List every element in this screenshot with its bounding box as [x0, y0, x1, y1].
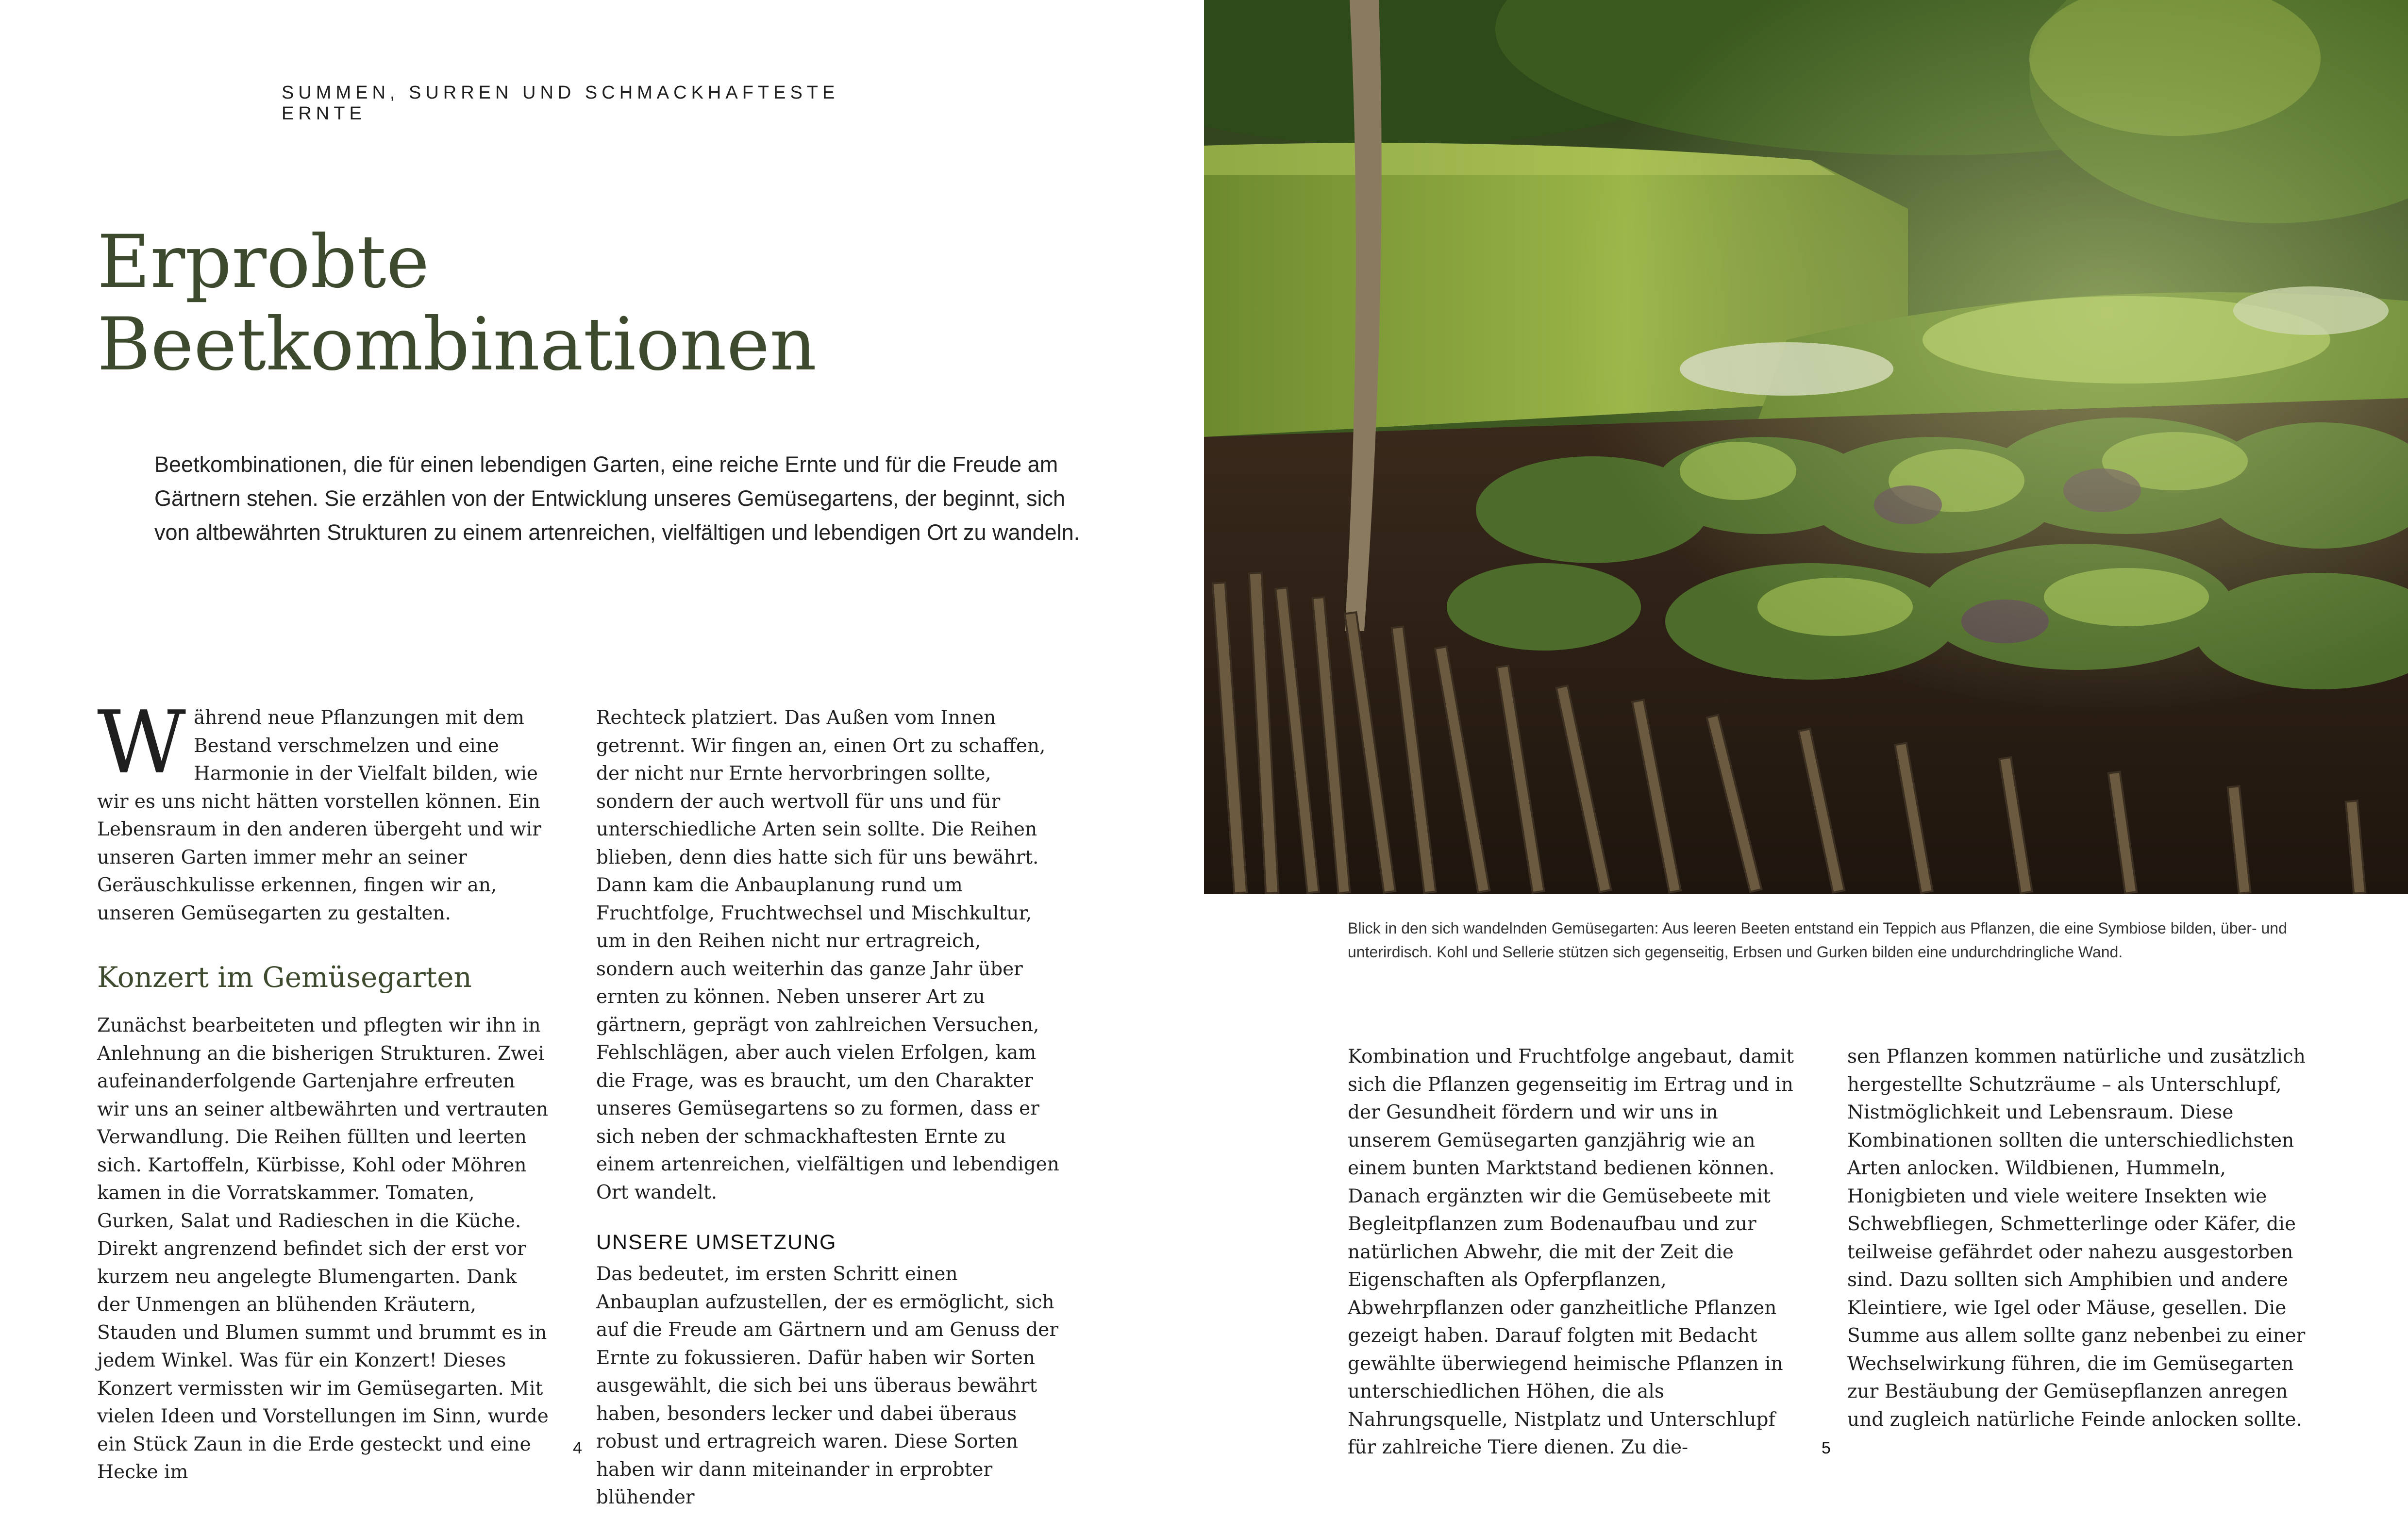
page-number-left: 4: [573, 1439, 582, 1457]
garden-photo: [1204, 0, 2408, 894]
text-column-4: [1847, 1043, 2313, 1434]
body-paragraph: Zunächst bearbeiteten und pflegten wir ihn in Anlehnung an die bisherigen Strukturen. Zwei aufeinanderfolgende Gartenjahre erfreuten wir uns an seiner altbewährten und vertrauten Verwandlung. Die Reihen füllten und leerten sich. Kartoffeln, Kürbisse, Kohl oder Möhren kamen in die Vorratskammer. Tomaten, Gurken, Salat und Radieschen in die Küche. Direkt angrenzend befindet sich der erst vor kurzem neu angelegte Blumengarten. Dank der Unmengen an blühenden Kräutern, Stauden und Blumen summt und brummt es in jedem Winkel. Was für ein Konzert! Dieses Konzert vermissten wir im Gemüsegarten. Mit vielen Ideen und Vorstellungen im Sinn, wurde ein Stück Zaun in die Erde gesteckt und eine Hecke im: [97, 1015, 549, 1483]
body-paragraph: sen Pflanzen kommen natürliche und zusätzlich hergestellte Schutzräume – als Unterschlupf, Nistmöglichkeit und Lebensraum. Diese Kombinationen sollten die unterschiedlichsten Arten anlocken. Wildbienen, Hummeln, Honigbieten und viele weitere Insekten wie Schwebfliegen, Schmetterlinge oder Käfer, die teilweise gefährdet oder nahezu ausgestorben sind. Dazu sollten sich Amphibien und andere Kleintiere, wie Igel oder Mäuse, gesellen. Die Summe aus allem sollte ganz nebenbei zu einer Wechselwirkung führen, die im Gemüsegarten zur Bestäubung der Gemüsepflanzen anregen und zugleich natürliche Feinde anlocken sollte.: [1847, 1046, 2306, 1431]
page-title: [97, 221, 922, 386]
section-label: UNSERE UMSETZUNG: [596, 1231, 837, 1254]
page-number-right: 5: [1822, 1439, 1831, 1457]
drop-cap: W: [97, 692, 186, 793]
body-paragraph: Rechteck platziert. Das Außen vom Innen getrennt. Wir fingen an, einen Ort zu schaffen, der nicht nur Ernte hervorbringen sollte, sondern der auch wertvoll für uns und für unterschiedliche Arten sein sollte. Die Reihen blieben, denn dies hatte sich für uns bewährt. Dann kam die Anbauplanung rund um Fruchtfolge, Fruchtwechsel und Mischkultur, um in den Reihen nicht nur ertragreich, sondern auch weiterhin das ganze Jahr über ernten zu können. Neben unserer Art zu gärtnern, geprägt von zahlreichen Versuchen, Fehlschlägen, aber auch vielen Erfolgen, kam die Frage, was es braucht, um den Charakter unseres Gemüsegartens so zu formen, dass er sich neben der schmackhaftesten Ernte zu einem artenreichen, vielfältigen und lebendigen Ort wandelt.: [596, 707, 1059, 1203]
title-line-2: Beetkombinationen: [97, 302, 817, 387]
body-paragraph: Das bedeutet, im ersten Schritt einen Anbauplan aufzustellen, der es ermöglicht, sich auf die Freude am Gärtnern und am Genuss der Ernte zu fokussieren. Dafür haben wir Sorten ausgewählt, die sich bei uns überaus bewährt haben, besonders lecker und dabei überaus robust und ertragreich waren. Diese Sorten haben wir dann miteinander in erprobter blühender: [596, 1263, 1058, 1508]
section-heading: Konzert im Gemüsegarten: [97, 961, 472, 994]
intro-text: ährend neue Pflanzungen mit dem Bestand verschmelzen und eine Harmonie in der Vielfalt bilden, wie wir es uns nicht hätten vorstellen können. Ein Lebensraum in den anderen übergeht und wir unseren Garten immer mehr an seiner Geräuschkulisse erkennen, fingen wir an, unseren Gemüsegarten zu gestalten.: [97, 707, 541, 924]
garden-photo-illustration: [1204, 0, 2408, 894]
body-paragraph: Kombination und Fruchtfolge angebaut, damit sich die Pflanzen gegenseitig im Ertrag und in der Gesundheit fördern und wir uns in unserem Gemüsegarten ganzjährig wie an einem bunten Marktstand bedienen können. Danach ergänzten wir die Gemüsebeete mit Begleitpflanzen zum Bodenaufbau und zur natürlichen Abwehr, die mit der Zeit die Eigenschaften als Opferpflanzen, Abwehrpflanzen oder ganzheitliche Pflanzen gezeigt haben. Darauf folgten mit Bedacht gewählte überwiegend heimische Pflanzen in unterschiedlichen Höhen, die als Nahrungsquelle, Nistplatz und Unterschlupf für zahlreiche Tiere dienen. Zu die-: [1348, 1046, 1794, 1458]
running-header: SUMMEN, SURREN UND SCHMACKHAFTESTE ERNTE: [282, 83, 839, 124]
text-column-3: [1348, 1043, 1802, 1462]
photo-caption: Blick in den sich wandelnden Gemüsegarten: Aus leeren Beeten entstand ein Teppich aus Pflanzen, die eine Symbiose bilden, über- und unterirdisch. Kohl und Sellerie stützen sich gegenseitig, Erbsen und Gurken bilden eine undurchdringliche Wand.: [1348, 919, 2287, 961]
intro-paragraph: [97, 692, 551, 927]
lead-paragraph: Beetkombinationen, die für einen lebendigen Garten, eine reiche Ernte und für die Freude am Gärtnern stehen. Sie erzählen von der Entwicklung unseres Gemüsegartens, der beginnt, sich von altbewährten Strukturen zu einem artenreichen, vielfältigen und lebendigen Ort zu wandeln.: [154, 452, 1080, 545]
title-line-1: Erprobte: [97, 220, 430, 304]
text-column-1: [97, 692, 551, 1486]
text-column-2: [596, 704, 1062, 1512]
